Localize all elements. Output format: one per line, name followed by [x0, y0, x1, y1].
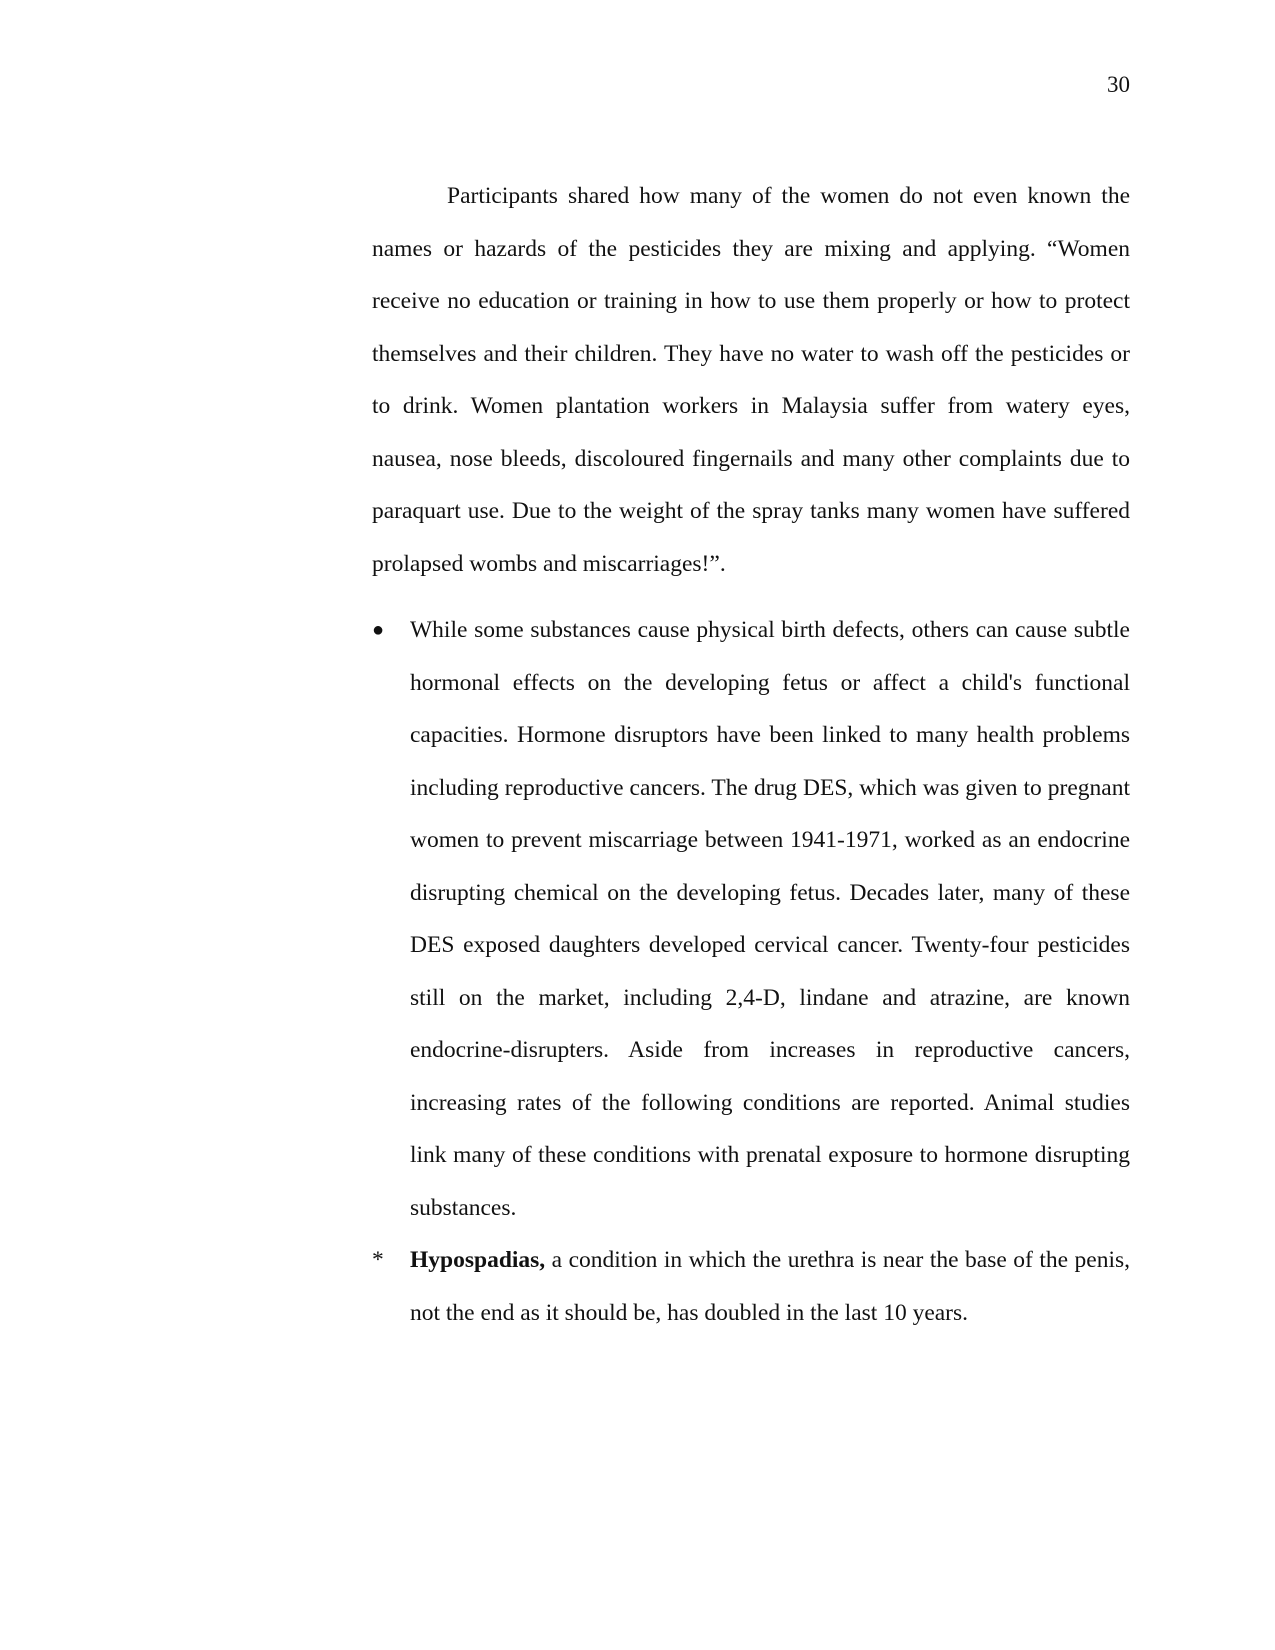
asterisk-list-item [372, 1234, 1130, 1339]
body-paragraph: Participants shared how many of the women do not even known the names or hazards of the pesticides they are mixing and applying. “Women receive no education or training in how to use them properly or how to protect themselves and their children. They have no water to wash off the pesticides or to drink. Women plantation workers in Malaysia suffer from watery eyes, nausea, nose bleeds, discoloured fingernails and many other complaints due to paraquart use. Due to the weight of the spray tanks many women have suffered prolapsed wombs and miscarriages!”. [372, 183, 1130, 577]
document-body [372, 170, 1130, 1339]
asterisk-item-text: a condition in which the urethra is near the base of the penis, not the end as it should be, has doubled in the last 10 years. [410, 1247, 1130, 1326]
bullet-list-item [372, 604, 1130, 1234]
bullet-icon: ● [372, 619, 385, 641]
page-number: 30 [1107, 72, 1130, 97]
asterisk-icon: * [372, 1247, 384, 1273]
bullet-item-text: While some substances cause physical birth defects, others can cause subtle hormonal effects on the developing fetus or affect a child's functional capacities. Hormone disruptors have been linked to many health problems including reproductive cancers. The drug DES, which was given to pregnant women to prevent miscarriage between 1941-1971, worked as an endocrine disrupting chemical on the developing fetus. Decades later, many of these DES exposed daughters developed cervical cancer. Twenty-four pesticides still on the market, including 2,4-D, lindane and atrazine, are known endocrine-disrupters. Aside from increases in reproductive cancers, increasing rates of the following conditions are reported. Animal studies link many of these conditions with prenatal exposure to hormone disrupting substances. [410, 617, 1130, 1221]
term-hypospadias: Hypospadias, [410, 1247, 546, 1273]
